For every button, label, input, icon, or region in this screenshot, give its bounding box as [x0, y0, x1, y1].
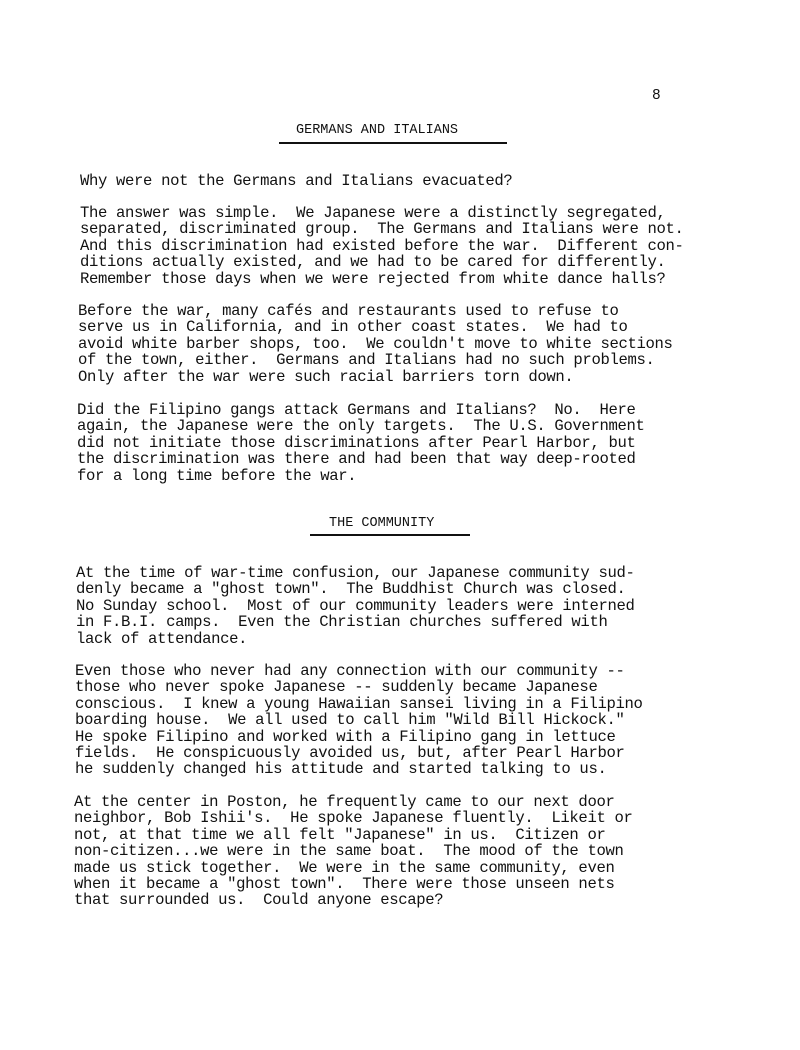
heading-underline: [279, 142, 507, 144]
page-number: 8: [652, 88, 661, 104]
paragraph-answer: The answer was simple. We Japanese were a distinctly segregated, separated, discriminated group. The Germans and Italians were not. And this discrimination had existed before the war. Different con- ditions actually existed, and we had to be cared for differently. Remember those days when we were rejected from white dance halls?: [80, 204, 684, 288]
paragraph-poston: At the center in Poston, he frequently came to our next door neighbor, Bob Ishii's. He spoke Japanese fluently. Likeit or not, at that time we all felt "Japanese" in us. Citizen or non-citizen...we were in the same boat. The mood of the town made us stick together. We were in the same community, even when it became a "ghost town". There were those unseen nets that surrounded us. Could anyone escape?: [74, 793, 633, 910]
section-heading-community: THE COMMUNITY: [329, 516, 435, 531]
section-heading-germans-italians: GERMANS AND ITALIANS: [296, 123, 459, 138]
paragraph-before-war: Before the war, many cafés and restaurants used to refuse to serve us in California, and in other coast states. We had to avoid white barber shops, too. We couldn't move to white sections of the town, either. Germans and Italians had no such problems. Only after the war were such racial barriers torn down.: [78, 302, 673, 386]
heading-underline: [310, 534, 470, 536]
paragraph-filipino-gangs: Did the Filipino gangs attack Germans and Italians? No. Here again, the Japanese were the only targets. The U.S. Government did not initiate those discriminations after Pearl Harbor, but the discrimination was there and had been that way deep-rooted for a long time before the war.: [77, 401, 645, 485]
paragraph-ghost-town: At the time of war-time confusion, our Japanese community sud- denly became a "ghost town". The Buddhist Church was closed. No Sunday school. Most of our community leaders were interned in F.B.I. camps. Even the Christian churches suffered with lack of attendance.: [76, 564, 635, 648]
question-line: Why were not the Germans and Italians evacuated?: [80, 172, 513, 190]
paragraph-hawaiian-sansei: Even those who never had any connection with our community -- those who never spoke Japanese -- suddenly became Japanese conscious. I knew a young Hawaiian sansei living in a Filipino boarding house. We all used to call him "Wild Bill Hickock." He spoke Filipino and worked with a Filipino gang in lettuce fields. He conspicuously avoided us, but, after Pearl Harbor he suddenly changed his attitude and started talking to us.: [75, 662, 643, 779]
